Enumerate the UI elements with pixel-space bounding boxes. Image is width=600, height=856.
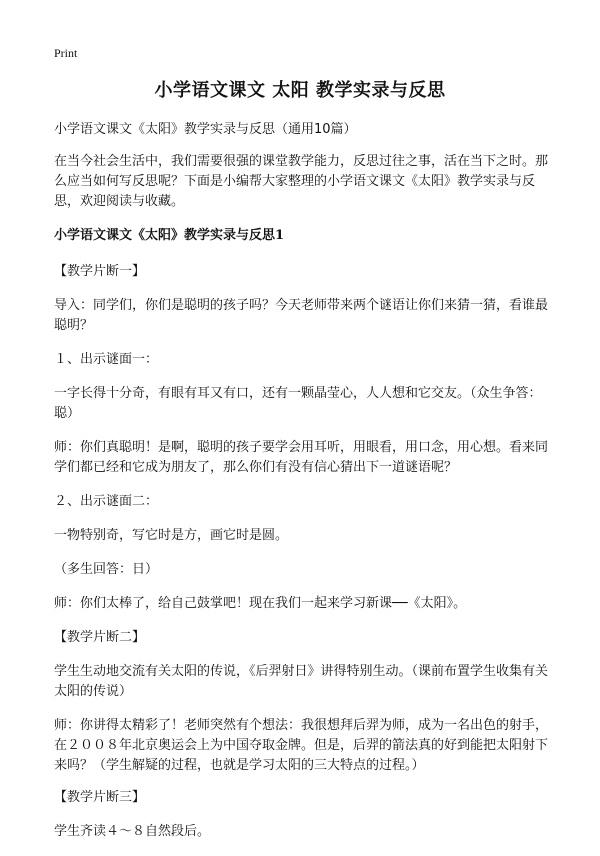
section-heading: 小学语文课文《太阳》教学实录与反思1 [54, 228, 285, 243]
paragraph: 学生齐读４～８自然段后。 [54, 824, 211, 839]
paragraph: １、出示谜面一： [54, 352, 159, 367]
intro-paragraph: 在当今社会生活中，我们需要很强的课堂教学能力，反思过往之事，活在当下之时。那么应当如何写反思呢？下面是小编帮大家整理的小学语文课文《太阳》教学实录与反思，欢迎阅读与收藏。 [54, 154, 549, 209]
paragraph: 师：你们真聪明！是啊，聪明的孩子要学会用耳听，用眼看，用口念，用心想。看来同学们都已经和它成为朋友了，那么你们有没有信心猜出下一道谜语呢？ [54, 440, 549, 475]
segment-heading-1: 【教学片断一】 [54, 264, 146, 279]
document-body [54, 120, 554, 856]
paragraph: 师：你们太棒了，给自己鼓掌吧！现在我们一起来学习新课──《太阳》。 [54, 596, 467, 611]
paragraph: 一物特别奇，写它时是方，画它时是圆。 [54, 528, 289, 543]
paragraph: 导入：同学们，你们是聪明的孩子吗？今天老师带来两个谜语让你们来猜一猜，看谁最聪明？ [54, 298, 549, 333]
paragraph: 一字长得十分奇，有眼有耳又有口，还有一颗晶莹心，人人想和它交友。（众生争答：聪） [54, 386, 542, 421]
paragraph: （多生回答：日） [54, 562, 159, 577]
segment-heading-3: 【教学片断三】 [54, 790, 146, 805]
segment-heading-2: 【教学片断二】 [54, 630, 146, 645]
paragraph: 师：你讲得太精彩了！老师突然有个想法：我很想拜后羿为师，成为一名出色的射手，在２００８年北京奥运会上为中国夺取金牌。但是，后羿的箭法真的好到能把太阳射下来吗？（学生解疑的过程，也就是学习太阳的三大特点的过程。） [54, 718, 549, 773]
page-title: 小学语文课文 太阳 教学实录与反思 [154, 80, 446, 101]
paragraph: ２、出示谜面二： [54, 494, 159, 509]
document-subtitle: 小学语文课文《太阳》教学实录与反思（通用10篇） [54, 122, 357, 137]
print-label: Print [54, 46, 78, 60]
paragraph: 学生生动地交流有关太阳的传说，《后羿射日》讲得特别生动。（课前布置学生收集有关太阳的传说） [54, 664, 549, 699]
